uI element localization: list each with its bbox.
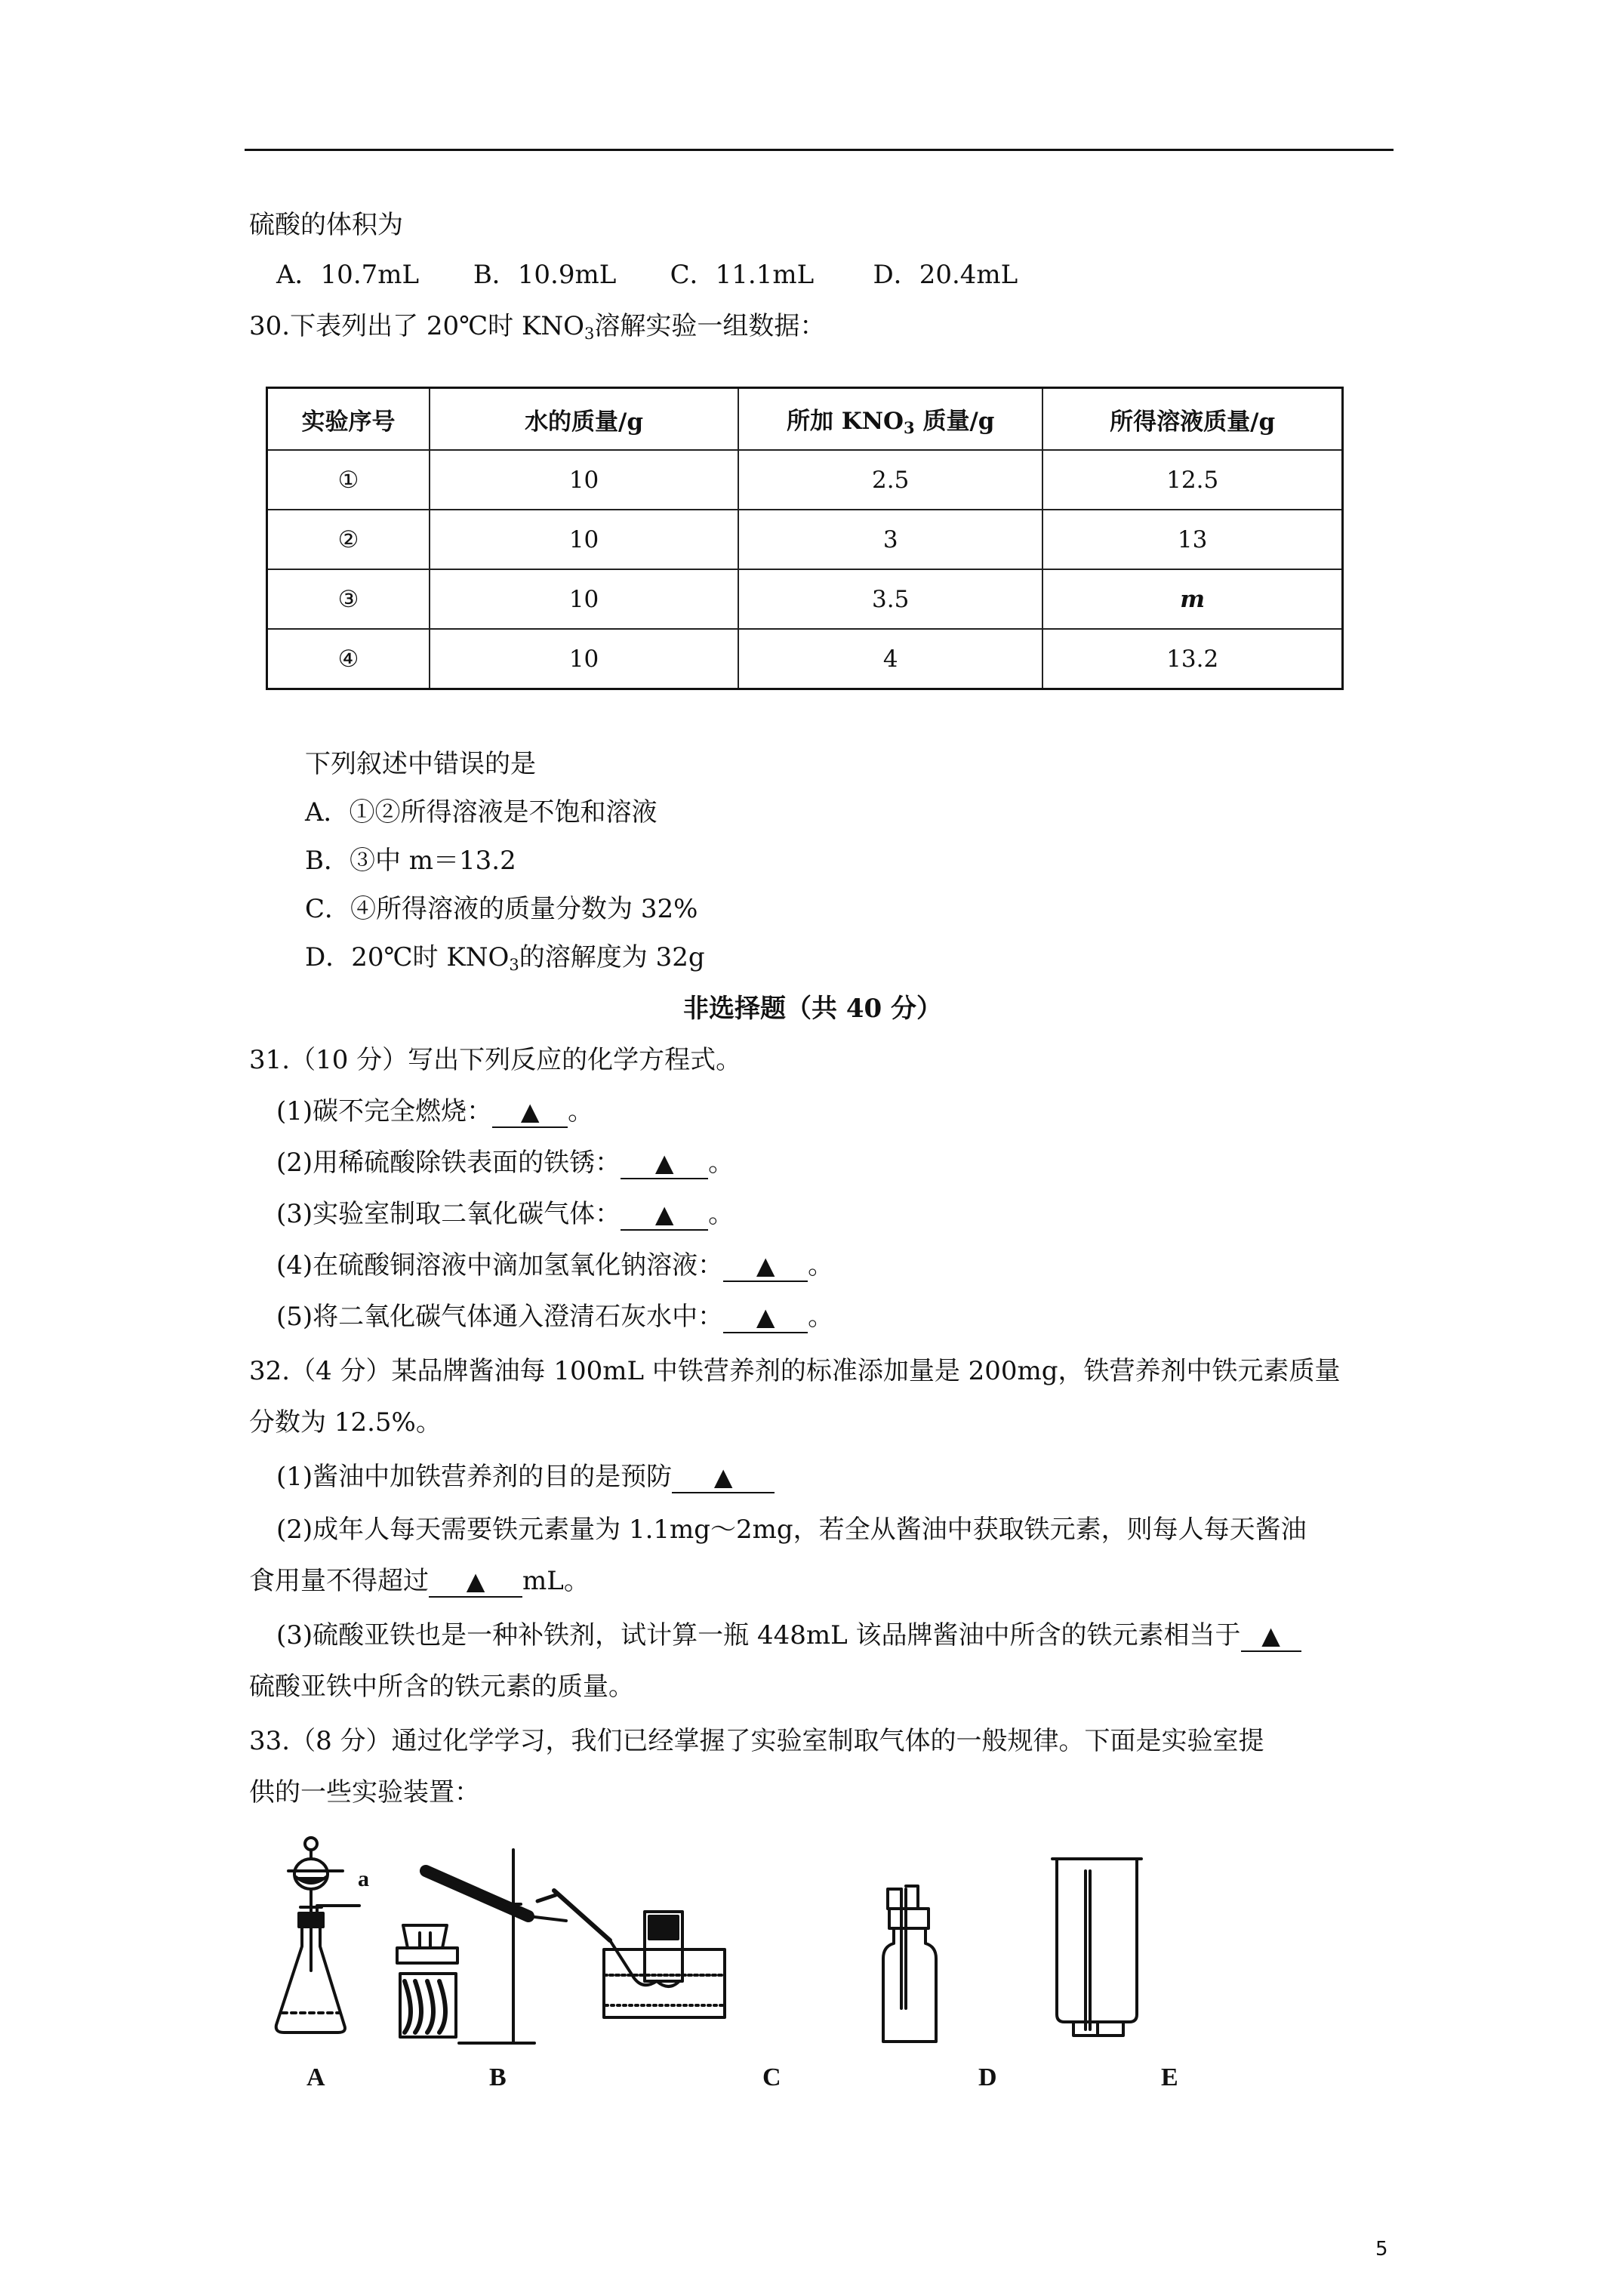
q31-item-1: (1)碳不完全燃烧： ▲ 。	[276, 1096, 594, 1126]
answer-blank-icon: ▲	[1261, 1621, 1280, 1650]
table-cell: 10	[430, 569, 738, 629]
figure-label-d: D	[978, 2063, 997, 2091]
q31-item-5: (5)将二氧化碳气体通入澄清石灰水中： ▲ 。	[276, 1302, 834, 1332]
q31-item-2: (2)用稀硫酸除铁表面的铁锈： ▲ 。	[276, 1148, 735, 1178]
table-header-row	[267, 388, 1343, 451]
figure-label-a: A	[306, 2063, 325, 2091]
table-cell: 13.2	[1042, 629, 1342, 689]
q29-option-b: B．10.9mL	[473, 260, 617, 290]
funnel-label-a: a	[358, 1866, 369, 1891]
q29-continued-text: 硫酸的体积为	[249, 210, 403, 240]
header-solution-mass: 所得溶液质量/g	[1042, 388, 1342, 451]
q32-item-2-line2: 食用量不得超过 ▲ mL。	[249, 1566, 590, 1596]
q32-stem-line1: 32.（4 分）某品牌酱油每 100mL 中铁营养剂的标准添加量是 200mg，铁营养剂中铁元素质量	[249, 1356, 1341, 1386]
answer-blank-icon: ▲	[654, 1148, 674, 1177]
table-row	[267, 569, 1343, 629]
q30-option-c: C．④所得溶液的质量分数为 32%	[305, 894, 698, 924]
section-title: 非选择题（共 40 分）	[683, 994, 942, 1024]
answer-blank-icon: ▲	[756, 1302, 775, 1331]
q29-option-a: A．10.7mL	[276, 260, 420, 290]
table-cell: ①	[267, 450, 430, 510]
table-cell: 10	[430, 450, 738, 510]
header-water-mass: 水的质量/g	[430, 388, 738, 451]
table-cell: ③	[267, 569, 430, 629]
table-cell: 3.5	[738, 569, 1042, 629]
table-row	[267, 510, 1343, 569]
q30-option-d: D．20℃时 $KNO_3$的溶解度为 32g	[305, 942, 705, 974]
figure-label-b: B	[489, 2063, 507, 2091]
q33-stem-line2: 供的一些实验装置：	[249, 1777, 480, 1808]
q29-option-d: D．20.4mL	[873, 260, 1018, 290]
apparatus-figure	[249, 1820, 1306, 2091]
q30-option-b: B．③中 m＝13.2	[305, 846, 516, 876]
q32-stem-line2: 分数为 12.5%。	[249, 1407, 442, 1438]
q32-item-3-line2: 硫酸亚铁中所含的铁元素的质量。	[249, 1672, 634, 1702]
table-cell: 10	[430, 629, 738, 689]
q31-stem: 31.（10 分）写出下列反应的化学方程式。	[249, 1045, 742, 1075]
kno3-data-table	[266, 387, 1344, 690]
table-cell: 10	[430, 510, 738, 569]
answer-blank-icon: ▲	[466, 1567, 485, 1595]
figure-label-e: E	[1161, 2063, 1178, 2091]
apparatus-a-flask-with-funnel	[276, 1838, 359, 2032]
table-row	[267, 450, 1343, 510]
answer-blank-icon: ▲	[713, 1462, 733, 1491]
answer-blank-icon: ▲	[756, 1251, 775, 1280]
q29-options	[276, 258, 1018, 291]
table-cell: 13	[1042, 510, 1342, 569]
q33-stem-line1: 33.（8 分）通过化学学习，我们已经掌握了实验室制取气体的一般规律。下面是实验室提	[249, 1726, 1264, 1756]
table-cell: ②	[267, 510, 430, 569]
figure-label-c: C	[762, 2063, 781, 2091]
table-cell: 2.5	[738, 450, 1042, 510]
table-row	[267, 629, 1343, 689]
q30-option-a: A．①②所得溶液是不饱和溶液	[305, 797, 658, 827]
q30-prompt: 下列叙述中错误的是	[305, 749, 536, 779]
apparatus-c-water-trough	[537, 1891, 725, 2017]
table-cell: m	[1042, 569, 1342, 629]
table-cell: 4	[738, 629, 1042, 689]
q31-item-3: (3)实验室制取二氧化碳气体： ▲ 。	[276, 1199, 735, 1229]
apparatus-e-inverted-bottle	[1052, 1859, 1141, 2036]
table-cell: 12.5	[1042, 450, 1342, 510]
q30-stem: 30.下表列出了 20℃时 $KNO_3$溶解实验一组数据：	[249, 311, 826, 343]
header-trial-number: 实验序号	[267, 388, 430, 451]
apparatus-b-heated-test-tube	[397, 1850, 566, 2043]
table-cell: 3	[738, 510, 1042, 569]
q32-item-1: (1)酱油中加铁营养剂的目的是预防 ▲	[276, 1460, 775, 1493]
page-number: 5	[1375, 2238, 1388, 2261]
answer-blank-icon: ▲	[520, 1097, 540, 1126]
q31-item-4: (4)在硫酸铜溶液中滴加氢氧化钠溶液： ▲ 。	[276, 1250, 834, 1281]
table-cell: ④	[267, 629, 430, 689]
header-kno3-mass: 所加 $KNO_3$ 质量/g	[738, 388, 1042, 451]
q32-item-3-line1: (3)硫酸亚铁也是一种补铁剂，试计算一瓶 448mL 该品牌酱油中所含的铁元素相当于 ▲	[276, 1619, 1301, 1652]
apparatus-d-gas-bottle	[883, 1886, 936, 2042]
q32-item-2-line1: (2)成年人每天需要铁元素量为 1.1mg～2mg，若全从酱油中获取铁元素，则每人每天酱油	[276, 1515, 1307, 1545]
q29-option-c: C．11.1mL	[670, 260, 815, 290]
answer-blank-icon: ▲	[654, 1200, 674, 1228]
header-rule	[245, 149, 1394, 151]
